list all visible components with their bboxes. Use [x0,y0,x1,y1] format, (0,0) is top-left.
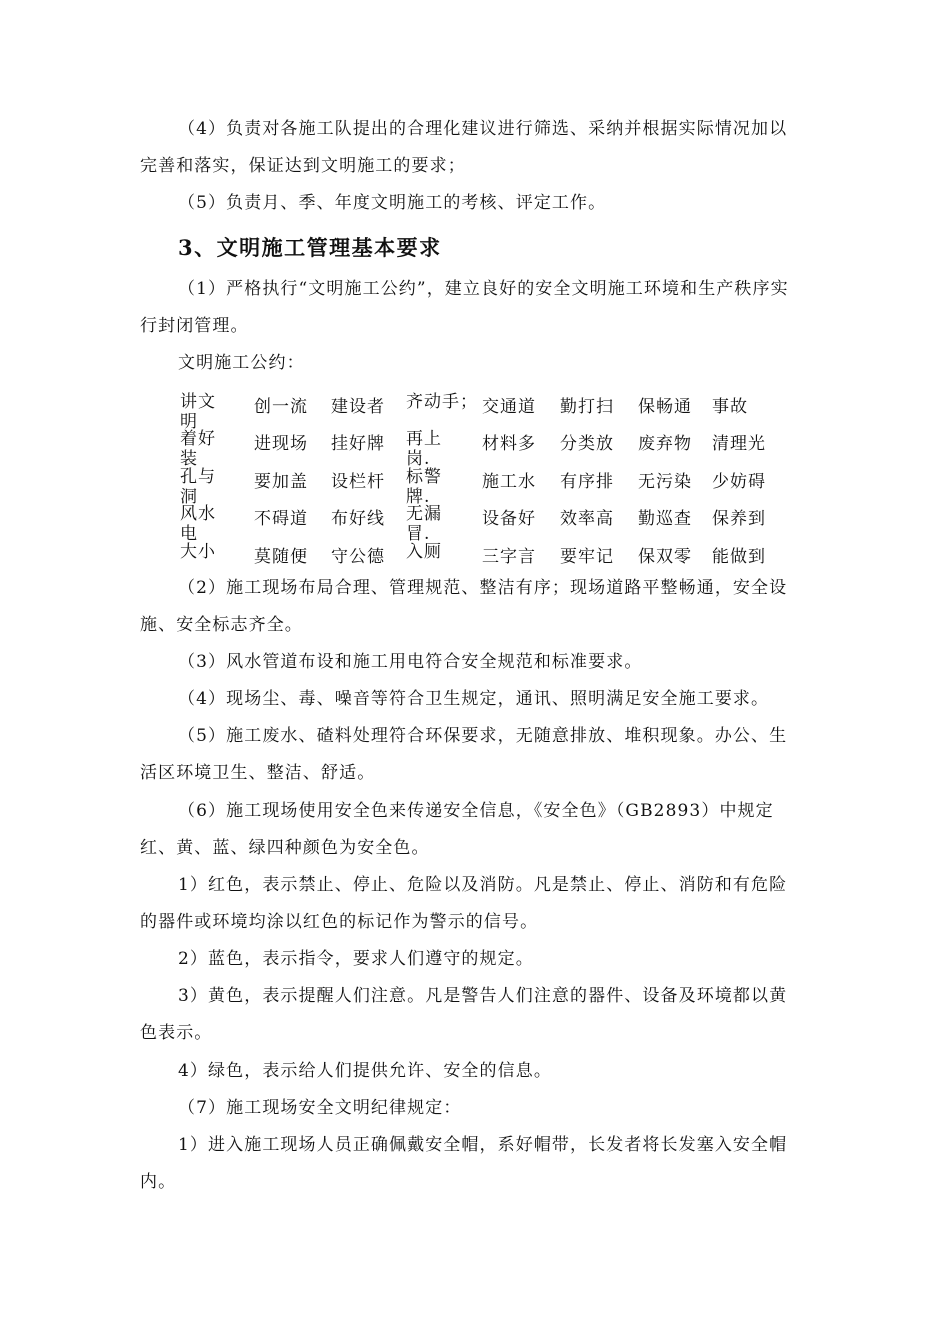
covenant-cell-text: 讲文 [180,392,216,412]
covenant-table [180,392,800,572]
paragraph-requirement-2: （2）施工现场布局合理、管理规范、整洁有序；现场道路平整畅通，安全设施、安全标志齐全。 [140,578,788,635]
covenant-cell-text: 再上 [406,429,442,449]
paragraph-requirement-1: （1）严格执行“文明施工公约”，建立良好的安全文明施工环境和生产秩序实行封闭管理。 [140,279,789,336]
covenant-cell [180,467,228,507]
covenant-cell-clipped-text: 岗. [406,449,431,469]
covenant-cell-clipped-text: 明 [180,412,198,432]
covenant-row [180,542,800,572]
covenant-cell-text: 风水 [180,504,216,524]
covenant-cell [638,542,714,572]
covenant-cell-text: 着好 [180,429,216,449]
covenant-cell-text: 布好线 [331,509,385,529]
covenant-cell [560,429,636,459]
covenant-cell [180,429,228,469]
covenant-cell [406,467,454,507]
covenant-cell [712,542,788,572]
covenant-cell-text: 要牢记 [560,547,614,567]
covenant-cell-text: 交通道 [482,397,536,417]
covenant-cell [712,504,788,534]
covenant-cell-text: 建设者 [331,397,385,417]
covenant-cell [560,542,636,572]
covenant-cell-text: 保双零 [638,547,692,567]
covenant-cell [482,542,558,572]
covenant-cell [712,392,788,422]
covenant-cell-text: 清理光 [712,434,766,454]
paragraph-discipline-1: 1）进入施工现场人员正确佩戴安全帽，系好帽带，长发者将长发塞入安全帽内。 [140,1135,788,1192]
covenant-row [180,392,800,432]
covenant-cell-text: 材料多 [482,434,536,454]
covenant-cell [560,392,636,422]
covenant-row [180,467,800,507]
covenant-cell-clipped-text: 冒. [406,524,431,544]
covenant-cell [406,429,454,469]
covenant-cell [406,542,454,572]
paragraph-requirement-7: （7）施工现场安全文明纪律规定： [178,1098,462,1118]
covenant-cell-text: 能做到 [712,547,766,567]
covenant-cell-text: 不碍道 [254,509,308,529]
covenant-cell [560,467,636,497]
paragraph-blue-color: 2）蓝色，表示指令，要求人们遵守的规定。 [178,949,534,969]
covenant-cell-text: 设栏杆 [331,472,385,492]
covenant-cell [254,504,330,534]
covenant-cell [254,467,330,497]
covenant-cell-text: 齐动手； [406,392,478,412]
covenant-cell-text: 要加盖 [254,472,308,492]
covenant-title: 文明施工公约： [178,353,305,373]
covenant-cell-text: 无污染 [638,472,692,492]
covenant-cell [406,504,454,544]
covenant-cell-text: 施工水 [482,472,536,492]
covenant-cell-text: 保养到 [712,509,766,529]
covenant-row [180,429,800,469]
covenant-cell [331,504,407,534]
covenant-cell [254,392,330,422]
covenant-cell-text: 挂好牌 [331,434,385,454]
paragraph-requirement-4: （4）现场尘、毒、噪音等符合卫生规定，通讯、照明满足安全施工要求。 [178,689,770,709]
covenant-cell [180,542,228,572]
paragraph-yellow-color: 3）黄色，表示提醒人们注意。凡是警告人们注意的器件、设备及环境都以黄色表示。 [140,986,788,1043]
covenant-cell [482,392,558,422]
covenant-cell [638,504,714,534]
covenant-cell-text: 勤打扫 [560,397,614,417]
covenant-cell [638,429,714,459]
covenant-cell-text: 无漏 [406,504,442,524]
covenant-cell-text: 标警 [406,467,442,487]
covenant-cell [331,392,407,422]
covenant-cell-text: 保畅通 [638,397,692,417]
covenant-cell-text: 有序排 [560,472,614,492]
covenant-cell [482,429,558,459]
covenant-cell [638,467,714,497]
covenant-cell [331,467,407,497]
covenant-cell-clipped-text: 洞 [180,487,198,507]
covenant-cell-text: 莫随便 [254,547,308,567]
covenant-cell [331,429,407,459]
covenant-row [180,504,800,544]
covenant-cell [482,504,558,534]
covenant-cell [406,392,478,422]
covenant-cell [712,429,788,459]
covenant-cell-text: 大小 [180,542,216,562]
covenant-cell-text: 孔与 [180,467,216,487]
paragraph-responsibility-4: （4）负责对各施工队提出的合理化建议进行筛选、采纳并根据实际情况加以完善和落实，保证达到文明施工的要求； [140,119,788,176]
covenant-cell-text: 事故 [712,397,748,417]
covenant-cell [482,467,558,497]
covenant-cell-text: 分类放 [560,434,614,454]
covenant-cell-text: 三字言 [482,547,536,567]
paragraph-requirement-6: （6）施工现场使用安全色来传递安全信息，《安全色》（GB2893）中规定红、黄、蓝、绿四种颜色为安全色。 [140,801,774,858]
paragraph-requirement-3: （3）风水管道布设和施工用电符合安全规范和标准要求。 [178,652,643,672]
covenant-cell [712,467,788,497]
covenant-cell-text: 入厕 [406,542,442,562]
covenant-cell [331,542,407,572]
covenant-cell [254,542,330,572]
covenant-cell-text: 进现场 [254,434,308,454]
covenant-cell-text: 设备好 [482,509,536,529]
covenant-cell-text: 废弃物 [638,434,692,454]
covenant-cell [180,392,228,432]
section-heading: 3、文明施工管理基本要求 [178,235,442,260]
covenant-cell [254,429,330,459]
paragraph-responsibility-5: （5）负责月、季、年度文明施工的考核、评定工作。 [178,193,607,213]
covenant-cell-text: 勤巡查 [638,509,692,529]
covenant-cell-text: 效率高 [560,509,614,529]
covenant-cell-text: 守公德 [331,547,385,567]
covenant-cell-text: 少妨碍 [712,472,766,492]
covenant-cell [560,504,636,534]
covenant-cell-clipped-text: 牌. [406,487,431,507]
paragraph-red-color: 1）红色，表示禁止、停止、危险以及消防。凡是禁止、停止、消防和有危险的器件或环境均涂以红色的标记作为警示的信号。 [140,875,788,932]
paragraph-green-color: 4）绿色，表示给人们提供允许、安全的信息。 [178,1061,552,1081]
covenant-cell-text: 创一流 [254,397,308,417]
covenant-cell-clipped-text: 装 [180,449,198,469]
covenant-cell-clipped-text: 电 [180,524,198,544]
paragraph-requirement-5: （5）施工废水、碴料处理符合环保要求，无随意排放、堆积现象。办公、生活区环境卫生、整洁、舒适。 [140,726,788,783]
covenant-cell [180,504,228,544]
covenant-cell [638,392,714,422]
